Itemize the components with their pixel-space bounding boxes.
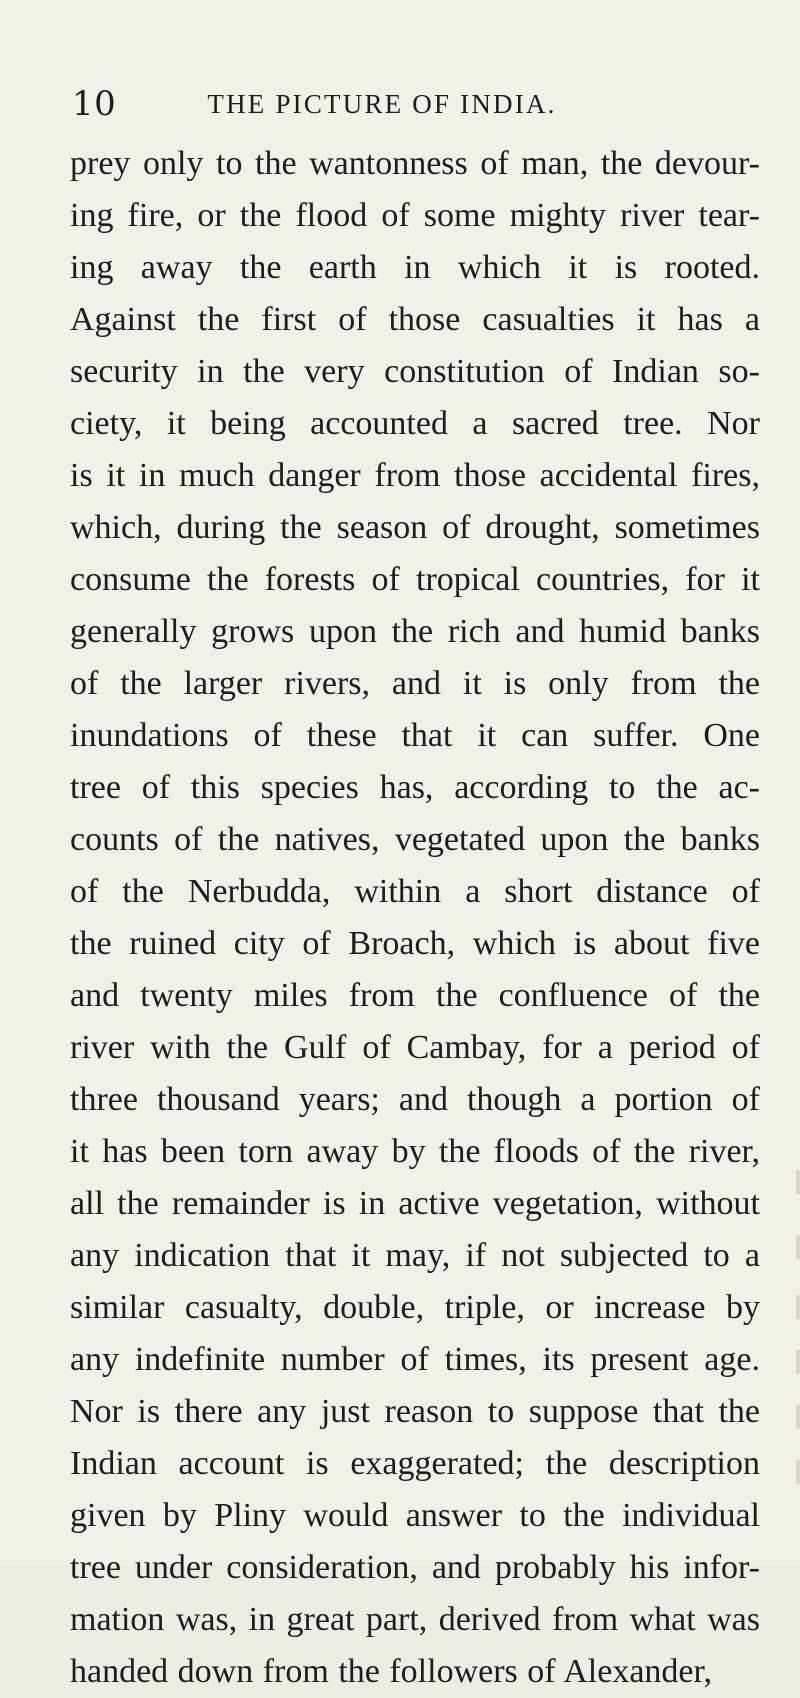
text-line: any indefinite number of times, its present age. [70, 1341, 760, 1378]
text-line: given by Pliny would answer to the individual [70, 1497, 760, 1534]
page-edge-shadow [796, 1170, 800, 1194]
running-title: THE PICTURE OF INDIA. [207, 89, 557, 119]
page-edge-shadow [796, 1235, 800, 1259]
text-line: Indian account is exaggerated; the description [70, 1445, 760, 1482]
text-line: which, during the season of drought, sometimes [70, 509, 760, 546]
text-line: of the larger rivers, and it is only from the [70, 665, 760, 702]
text-line: it has been torn away by the floods of the river, [70, 1133, 760, 1170]
text-line: all the remainder is in active vegetation, without [70, 1185, 760, 1222]
text-line: inundations of these that it can suffer. One [70, 717, 760, 754]
text-line: three thousand years; and though a portion of [70, 1081, 760, 1118]
page-edge-shadow [796, 1460, 800, 1484]
text-line: of the Nerbudda, within a short distance of [70, 873, 760, 910]
text-line: mation was, in great part, derived from what was [70, 1601, 760, 1638]
page-edge-shadow [796, 1295, 800, 1319]
text-line: the ruined city of Broach, which is about five [70, 925, 760, 962]
text-line: river with the Gulf of Cambay, for a period of [70, 1029, 760, 1066]
page-edge-shadow [796, 1405, 800, 1429]
text-line: is it in much danger from those accidental fires, [70, 457, 760, 494]
text-line: ing fire, or the flood of some mighty river tear- [70, 197, 760, 234]
text-line: Nor is there any just reason to suppose that the [70, 1393, 760, 1430]
text-line: similar casualty, double, triple, or increase by [70, 1289, 760, 1326]
text-line: handed down from the followers of Alexander, [70, 1653, 712, 1690]
text-line: ing away the earth in which it is rooted. [70, 249, 760, 286]
running-head [72, 80, 732, 130]
text-line: counts of the natives, vegetated upon the banks [70, 821, 760, 858]
text-line: tree of this species has, according to the ac- [70, 769, 760, 806]
text-line: ciety, it being accounted a sacred tree. Nor [70, 405, 760, 442]
text-line: and twenty miles from the confluence of the [70, 977, 760, 1014]
page-edge-shadow [796, 1350, 800, 1374]
text-line: tree under consideration, and probably his infor- [70, 1549, 760, 1586]
text-line: generally grows upon the rich and humid banks [70, 613, 760, 650]
body-text [70, 138, 760, 1698]
text-line: any indication that it may, if not subjected to a [70, 1237, 760, 1274]
text-line: security in the very constitution of Indian so- [70, 353, 760, 390]
page-number: 10 [72, 84, 117, 124]
text-line: Against the first of those casualties it has a [70, 301, 760, 338]
text-line: prey only to the wantonness of man, the devour- [70, 145, 760, 182]
text-line: consume the forests of tropical countries, for it [70, 561, 760, 598]
